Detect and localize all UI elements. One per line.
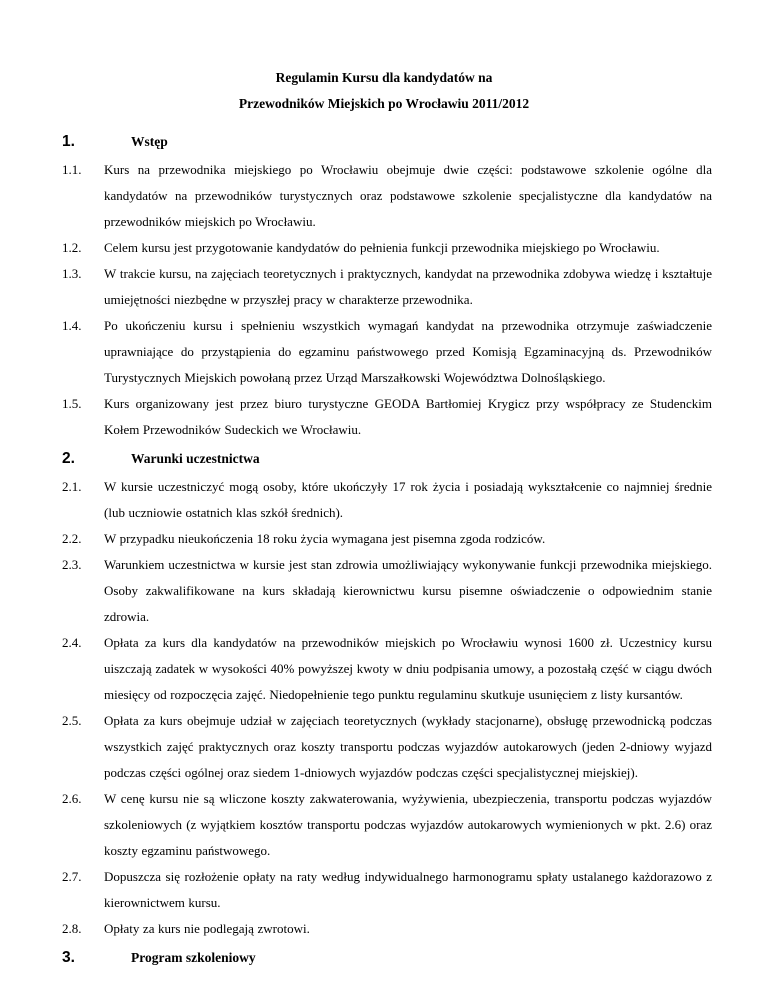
- list-item: [62, 313, 712, 391]
- item-text: Po ukończeniu kursu i spełnieniu wszystkich wymagań kandydat na przewodnika otrzymuje zaświadczenie uprawniające do przystąpienia do egzaminu państwowego przed Komisją Egzaminacyjną ds. Przewodników Turystycznych Miejskich powołaną przez Urząd Marszałkowski Województwa Dolnośląskiego.: [104, 318, 712, 385]
- list-item: [62, 864, 712, 916]
- item-text: W cenę kursu nie są wliczone koszty zakwaterowania, wyżywienia, ubezpieczenia, transportu podczas wyjazdów szkoleniowych (z wyjątkiem kosztów transportu podczas wyjazdów autokarowych wymienionych w pkt. 2.6) oraz koszty egzaminu państwowego.: [104, 791, 712, 858]
- section-title: Program szkoleniowy: [131, 950, 256, 965]
- item-text: Kurs na przewodnika miejskiego po Wrocławiu obejmuje dwie części: podstawowe szkolenie ogólne dla kandydatów na przewodników turystycznych oraz podstawowe szkolenie specjalistyczne dla kandydatów na przewodników miejskich po Wrocławiu.: [104, 162, 712, 229]
- item-number: 2.6.: [62, 791, 82, 806]
- item-text: W przypadku nieukończenia 18 roku życia wymagana jest pisemna zgoda rodziców.: [104, 531, 546, 546]
- section-number: 1.: [62, 133, 75, 150]
- item-number: 1.2.: [62, 240, 82, 255]
- item-text: Opłata za kurs dla kandydatów na przewodników miejskich po Wrocławiu wynosi 1600 zł. Uczestnicy kursu uiszczają zadatek w wysokości 40% powyższej kwoty w dniu podpisania umowy, a pozostałą część w ciągu dwóch miesięcy od rozpoczęcia zajęć. Niedopełnienie tego punktu regulaminu skutkuje usunięciem z listy kursantów.: [104, 635, 712, 702]
- section-title: Wstęp: [131, 134, 168, 149]
- list-item: [62, 786, 712, 864]
- item-number: 2.3.: [62, 557, 82, 572]
- list-item: [62, 474, 712, 526]
- section-number: 3.: [62, 949, 75, 966]
- item-text: W kursie uczestniczyć mogą osoby, które ukończyły 17 rok życia i posiadają wykształcenie co najmniej średnie (lub uczniowie ostatnich klas szkół średnich).: [104, 479, 712, 520]
- section-heading-3: [62, 948, 712, 968]
- item-text: Warunkiem uczestnictwa w kursie jest stan zdrowia umożliwiający wykonywanie funkcji przewodnika miejskiego. Osoby zakwalifikowane na kurs składają kierownictwu kursu pisemne oświadczenie o odpowiednim stanie zdrowia.: [104, 557, 712, 624]
- item-text: Dopuszcza się rozłożenie opłaty na raty według indywidualnego harmonogramu spłaty ustalanego każdorazowo z kierownictwem kursu.: [104, 869, 712, 910]
- section-heading-1: [62, 132, 712, 152]
- item-number: 1.5.: [62, 396, 82, 411]
- item-text: Celem kursu jest przygotowanie kandydatów do pełnienia funkcji przewodnika miejskiego po Wrocławiu.: [104, 240, 660, 255]
- document-title-line-1: Regulamin Kursu dla kandydatów na: [275, 70, 493, 85]
- item-number: 2.2.: [62, 531, 82, 546]
- item-text: W trakcie kursu, na zajęciach teoretycznych i praktycznych, kandydat na przewodnika zdobywa wiedzę i kształtuje umiejętności niezbędne w przyszłej pracy w charakterze przewodnika.: [104, 266, 712, 307]
- item-text: Opłaty za kurs nie podlegają zwrotowi.: [104, 921, 310, 936]
- list-item: [62, 708, 712, 786]
- item-number: 1.4.: [62, 318, 82, 333]
- item-number: 1.1.: [62, 162, 82, 177]
- list-item: [62, 526, 712, 552]
- section-title: Warunki uczestnictwa: [131, 451, 260, 466]
- section-number: 2.: [62, 450, 75, 467]
- item-number: 2.8.: [62, 921, 82, 936]
- list-item: [62, 261, 712, 313]
- list-item: [62, 630, 712, 708]
- item-number: 2.1.: [62, 479, 82, 494]
- item-text: Opłata za kurs obejmuje udział w zajęciach teoretycznych (wykłady stacjonarne), obsługę przewodnicką podczas wszystkich zajęć praktycznych oraz koszty transportu podczas wyjazdów autokarowych (jeden 2-dniowy wyjazd podczas części ogólnej oraz siedem 1-dniowych wyjazdów podczas części specjalistycznej miejskiej).: [104, 713, 712, 780]
- item-number: 2.4.: [62, 635, 82, 650]
- item-text: Kurs organizowany jest przez biuro turystyczne GEODA Bartłomiej Krygicz przy współpracy ze Studenckim Kołem Przewodników Sudeckich we Wrocławiu.: [104, 396, 712, 437]
- list-item: [62, 391, 712, 443]
- list-item: [62, 916, 712, 942]
- item-number: 2.5.: [62, 713, 82, 728]
- list-item: [62, 235, 712, 261]
- item-number: 2.7.: [62, 869, 82, 884]
- section-heading-2: [62, 449, 712, 469]
- item-number: 1.3.: [62, 266, 82, 281]
- list-item: [62, 157, 712, 235]
- document-title-line-2: Przewodników Miejskich po Wrocławiu 2011/2012: [238, 96, 530, 111]
- list-item: [62, 552, 712, 630]
